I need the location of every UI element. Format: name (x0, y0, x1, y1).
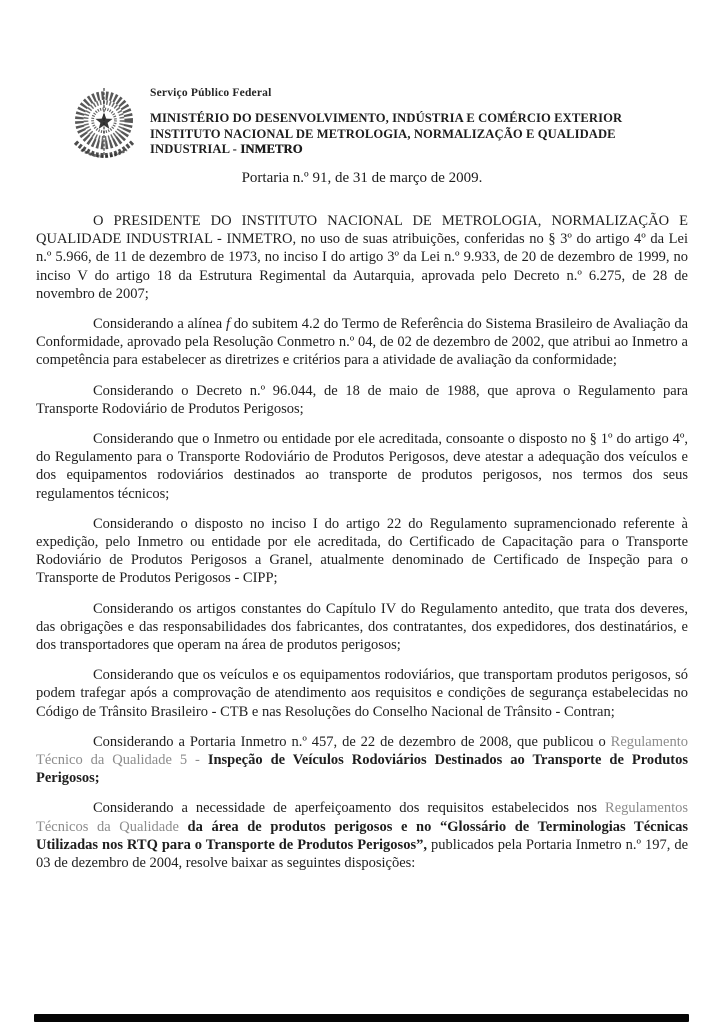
letterhead-text (150, 86, 688, 158)
paragraph-segment: Considerando a necessidade de aperfeiçoamento dos requisitos estabelecidos nos (93, 800, 606, 817)
paragraph-segment: do subitem 4.2 do Termo de Referência do Sistema Brasileiro de Avaliação da Conformidade, aprovado pela Resolução Conmetro n.º 04, de 02 de dezembro de 2002, que atribui ao Inmetro a competência para estabelecer as diretrizes e critérios para a atividade de avaliação da conformidade; (36, 316, 689, 369)
document-paragraph (36, 666, 688, 721)
paragraph-segment: Considerando que os veículos e os equipamentos rodoviários, que transportam produtos perigosos, só podem trafegar após a comprovação de atendimento aos requisitos e condições de segurança estabelecidas no Código de Trânsito Brasileiro - CTB e nas Resoluções do Conselho Nacional de Trânsito - Contran; (36, 667, 688, 720)
star-shape (95, 113, 112, 129)
paragraph-segment: Considerando o Decreto n.º 96.044, de 18 de maio de 1988, que aprova o Regulamento para Transporte Rodoviário de Produtos Perigosos; (36, 382, 688, 417)
institute-name (150, 127, 688, 158)
paragraph-segment: O PRESIDENTE DO INSTITUTO NACIONAL DE METROLOGIA, NORMALIZAÇÃO E QUALIDADE INDUSTRIAL - INMETRO, no uso de suas atribuições, conferidas no § 3º do artigo 4º da Lei n.º 5.966, de 11 de dezembro de 1973, no inciso I do artigo 3º da Lei n.º 9.933, de 20 de dezembro de 1999, no inciso V do artigo 18 da Estrutura Regimental da Autarquia, aprovada pelo Decreto n.º 6.275, de 28 de novembro de 2007; (36, 213, 688, 302)
document-paragraph (36, 600, 688, 655)
paragraph-segment: da área de produtos perigosos e no “Glossário de Terminologias Técnicas Utilizadas nos RTQ para o Transporte de Produtos Perigosos”, (36, 818, 689, 853)
document-title: Portaria n.º 91, de 31 de março de 2009. (241, 170, 483, 186)
paragraph-segment: Considerando a alínea (93, 316, 226, 333)
letterhead (66, 86, 688, 158)
paragraph-segment: f (225, 316, 230, 333)
paragraph-segment: Considerando que o Inmetro ou entidade por ele acreditada, consoante o disposto no § 1º do artigo 4º, do Regulamento para o Transporte Rodoviário de Produtos Perigosos, deve atestar a adequação dos veículos e dos equipamentos rodoviários destinados ao transporte de produtos perigosos, nos termos dos seus regulamentos técnicos; (36, 431, 688, 502)
paragraph-segment: Regulamentos Técnicos da Qualidade (36, 800, 688, 835)
document-paragraph (36, 382, 688, 418)
paragraph-segment: Inspeção de Veículos Rodoviários Destinados ao Transporte de Produtos Perigosos; (36, 752, 688, 787)
document-paragraph (36, 733, 688, 788)
scan-artifact-bar (34, 1014, 689, 1022)
brazil-coat-of-arms-icon (66, 86, 142, 168)
paragraph-segment: Considerando a Portaria Inmetro n.º 457, de 22 de dezembro de 2008, que publicou o (93, 733, 611, 750)
document-paragraph (36, 799, 688, 872)
paragraph-segment: Considerando os artigos constantes do Capítulo IV do Regulamento antedito, que trata dos deveres, das obrigações e das responsabilidades dos fabricantes, dos contratantes, dos expedidores, dos destinatários, e dos transportadores que operam na área de produtos perigosos; (36, 600, 688, 654)
document-paragraph (36, 212, 688, 303)
institute-acronym: INMETRO (240, 142, 303, 156)
document-paragraph (36, 430, 688, 503)
paragraph-segment: Considerando o disposto no inciso I do artigo 22 do Regulamento supramencionado referente à expedição, pelo Inmetro ou entidade por ele acreditada, do Certificado de Capacitação para o Transporte Rodoviário de Produtos Perigosos a Granel, atualmente denominado de Certificado de Inspeção para o Transporte de Produtos Perigosos - CIPP; (36, 515, 688, 587)
institute-name-prefix: INSTITUTO NACIONAL DE METROLOGIA, NORMALIZAÇÃO E QUALIDADE INDUSTRIAL - (150, 126, 616, 156)
document-paragraph (36, 515, 688, 588)
paragraph-segment: publicados pela Portaria Inmetro n.º 197, de 03 de dezembro de 2004, resolve baixar as seguintes disposições: (36, 836, 688, 872)
paragraph-segment: Regulamento Técnico da Qualidade 5 - (36, 733, 688, 769)
ministry-name: MINISTÉRIO DO DESENVOLVIMENTO, INDÚSTRIA E COMÉRCIO EXTERIOR (150, 111, 623, 125)
service-line: Serviço Público Federal (150, 87, 272, 99)
document-paragraph (36, 315, 688, 370)
document-body (36, 212, 688, 884)
